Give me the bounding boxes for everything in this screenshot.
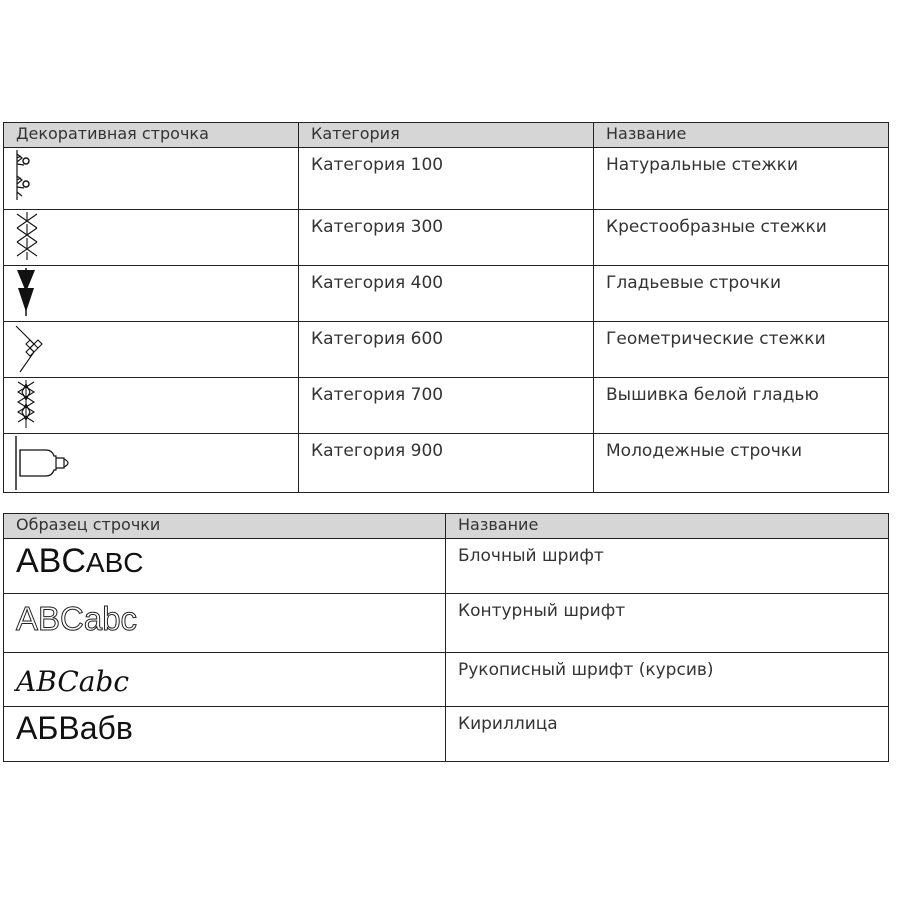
font-sample-cell <box>4 653 446 707</box>
category-label: Категория 600 <box>311 329 444 349</box>
natural-stitch-icon <box>12 150 42 200</box>
category-name: Натуральные стежки <box>606 155 798 175</box>
cyrillic-font-sample: АБВабв <box>16 710 133 746</box>
geometric-stitch-icon <box>12 324 46 376</box>
block-font-sample: ABCABC <box>16 542 144 580</box>
satin-stitch-icon <box>12 268 42 318</box>
stitch-sample-cell <box>4 378 299 434</box>
cross-stitch-icon <box>12 212 42 262</box>
stitch-categories-table <box>3 122 889 493</box>
font-sample-cell <box>4 539 446 594</box>
column-header: Образец строчки <box>4 514 446 539</box>
category-name: Геометрические стежки <box>606 329 826 349</box>
table-row <box>4 594 889 653</box>
script-font-sample: ABCabc <box>16 665 130 698</box>
table-row <box>4 266 889 322</box>
category-label: Категория 700 <box>311 385 444 405</box>
table-row <box>4 707 889 762</box>
table-header-row <box>4 514 889 539</box>
column-header: Название <box>594 123 889 148</box>
column-header: Категория <box>299 123 594 148</box>
font-sample-cell <box>4 594 446 653</box>
category-label: Категория 900 <box>311 441 444 461</box>
table-row <box>4 148 889 210</box>
whitework-stitch-icon <box>12 380 42 430</box>
category-label: Категория 400 <box>311 273 444 293</box>
font-name: Контурный шрифт <box>458 601 626 621</box>
font-samples-table <box>3 513 889 762</box>
stitch-sample-cell <box>4 266 299 322</box>
font-name: Блочный шрифт <box>458 546 604 566</box>
category-name: Молодежные строчки <box>606 441 803 461</box>
stitch-sample-cell <box>4 210 299 266</box>
category-name: Вышивка белой гладью <box>606 385 819 405</box>
table-row <box>4 378 889 434</box>
font-name: Кириллица <box>458 714 558 734</box>
category-label: Категория 300 <box>311 217 444 237</box>
table-row <box>4 322 889 378</box>
category-name: Гладьевые строчки <box>606 273 781 293</box>
table-row <box>4 210 889 266</box>
youth-stitch-icon <box>12 436 76 490</box>
stitch-sample-cell <box>4 148 299 210</box>
table-row <box>4 539 889 594</box>
table-row <box>4 434 889 493</box>
column-header: Декоративная строчка <box>4 123 299 148</box>
outline-font-sample: ABCabc <box>16 600 138 637</box>
font-sample-cell <box>4 707 446 762</box>
category-label: Категория 100 <box>311 155 444 175</box>
stitch-sample-cell <box>4 322 299 378</box>
category-name: Крестообразные стежки <box>606 217 827 237</box>
table-row <box>4 653 889 707</box>
font-name: Рукописный шрифт (курсив) <box>458 660 714 680</box>
table-header-row <box>4 123 889 148</box>
stitch-sample-cell <box>4 434 299 493</box>
column-header: Название <box>446 514 889 539</box>
